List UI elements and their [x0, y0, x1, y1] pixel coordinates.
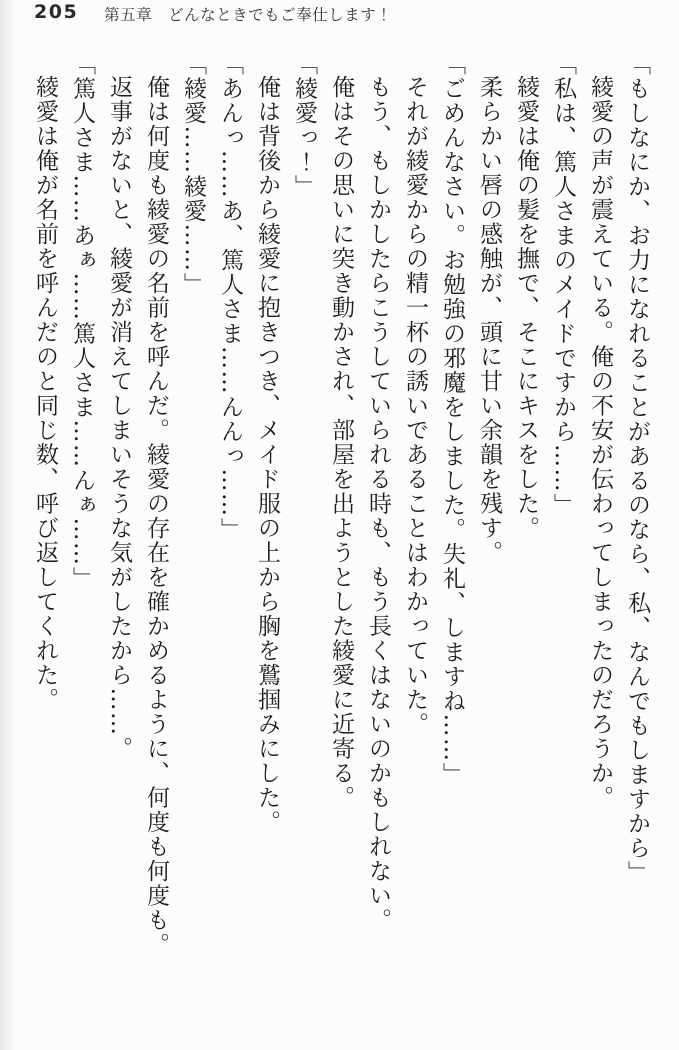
body-text [26, 52, 655, 997]
paragraph: 綾愛は俺が名前を呼んだのと同じ数、呼び返してくれた。 [32, 75, 58, 712]
paragraph: 俺は背後から綾愛に抱きつき、メイド服の上から胸を鷲掴みにした。 [254, 75, 280, 835]
paragraph: 「ごめんなさい。お勉強の邪魔をしました。失礼、しますね……」 [439, 52, 465, 787]
paragraph: 「篤人さま……あぁ……篤人さま……んぁ……」 [69, 52, 95, 591]
paragraph: 「綾愛……綾愛……」 [180, 52, 206, 297]
paragraph: 「私は、篤人さまのメイドですから……」 [550, 52, 576, 518]
paragraph: 俺はその思いに突き動かされ、部屋を出ようとした綾愛に近寄る。 [328, 75, 354, 810]
running-head [34, 1, 392, 25]
chapter-title: 第五章 どんなときでもご奉仕します！ [104, 6, 393, 24]
paragraph: 「綾愛っ！」 [291, 52, 317, 199]
paragraph: 返事がないと、綾愛が消えてしまいそうな気がしたから……。 [106, 75, 132, 761]
page-number: 205 [34, 1, 79, 23]
paragraph: 俺は何度も綾愛の名前を呼んだ。綾愛の存在を確かめるように、何度も何度も。 [143, 75, 169, 957]
paragraph: 綾愛は俺の髪を撫で、そこにキスをした。 [513, 75, 539, 541]
scan-binding-shadow [0, 0, 16, 1050]
paragraph: 綾愛の声が震えている。俺の不安が伝わってしまったのだろうか。 [587, 75, 613, 810]
paragraph: 「あんっ……あ、篤人さま……んんっ……」 [217, 52, 243, 542]
paragraph: 「もしなにか、お力になれることがあるのなら、私、なんでもしますから」 [624, 52, 650, 885]
paragraph: 柔らかい唇の感触が、頭に甘い余韻を残す。 [476, 75, 502, 565]
paragraph: もう、もしかしたらこうしていられる時も、もう長くはないのかもしれない。 [365, 75, 391, 933]
paragraph: それが綾愛からの精一杯の誘いであることはわかっていた。 [402, 75, 428, 737]
